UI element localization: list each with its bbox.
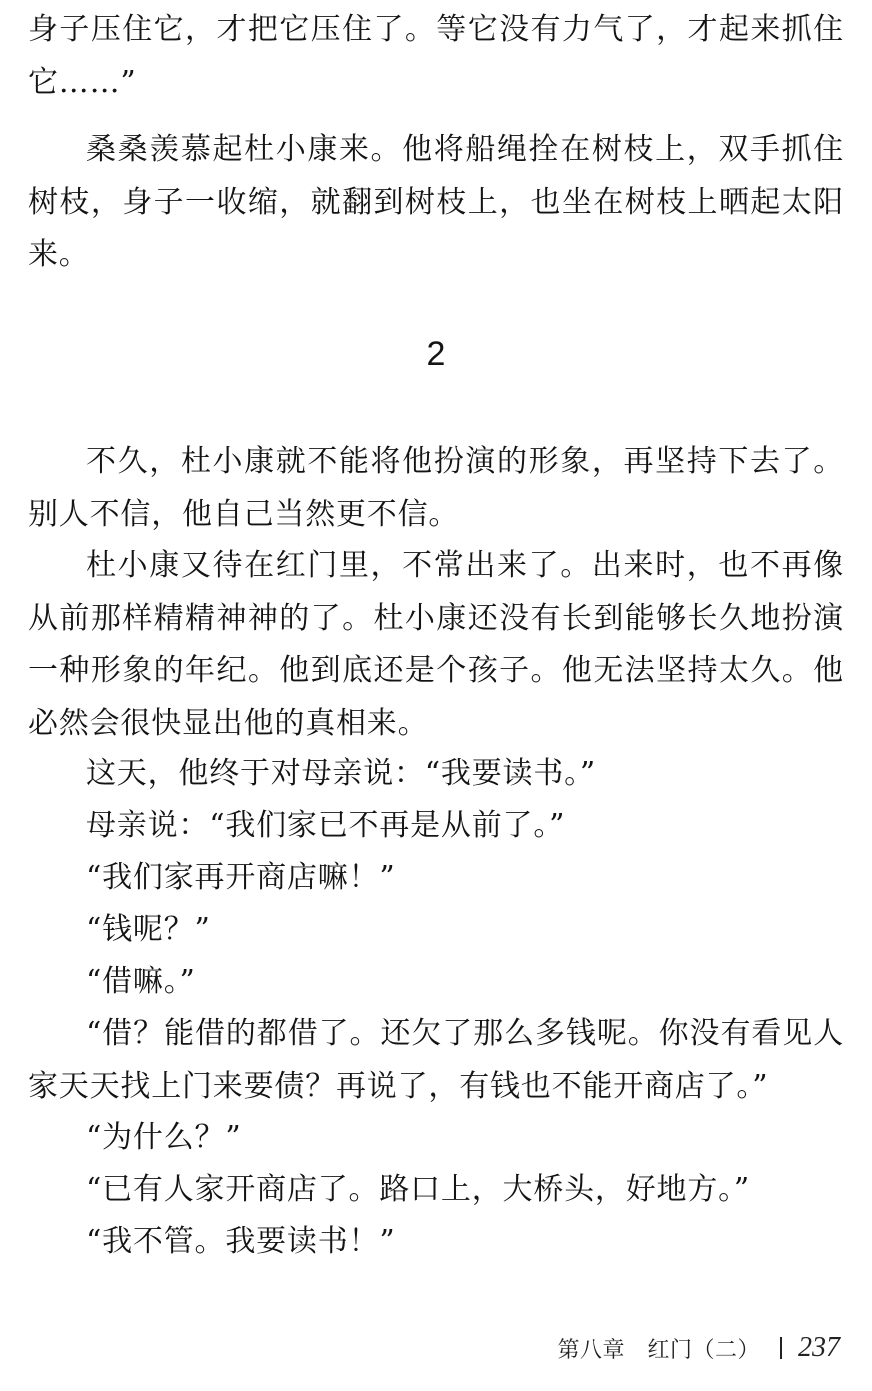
paragraph-3: 这天，他终于对母亲说：“我要读书。”	[86, 756, 597, 791]
paragraph-1: 不久，杜小康就不能将他扮演的形象，再坚持下去了。别人不信，他自己当然更不信。	[28, 444, 844, 532]
paragraph-7: “借嘛。”	[86, 964, 196, 999]
footer-divider	[780, 1337, 782, 1359]
page-number: 237	[798, 1332, 840, 1363]
paragraph-sangsang: 桑桑羡慕起杜小康来。他将船绳拴在树枝上，双手抓住树枝，身子一收缩，就翻到树枝上，也坐在树枝上晒起太阳来。	[28, 132, 844, 272]
paragraph-9: “为什么？”	[86, 1120, 242, 1155]
paragraph-11: “我不管。我要读书！”	[86, 1224, 396, 1259]
paragraph-5: “我们家再开商店嘛！”	[86, 860, 396, 895]
paragraph-continuation: 身子压住它，才把它压住了。等它没有力气了，才起来抓住它……”	[28, 12, 844, 100]
paragraph-6: “钱呢？”	[86, 912, 211, 947]
section-number: 2	[426, 335, 446, 373]
paragraph-4: 母亲说：“我们家已不再是从前了。”	[86, 808, 566, 843]
paragraph-2: 杜小康又待在红门里，不常出来了。出来时，也不再像从前那样精精神神的了。杜小康还没有长到能够长久地扮演一种形象的年纪。他到底还是个孩子。他无法坚持太久。他必然会很快显出他的真相来。	[28, 548, 844, 741]
page-footer	[557, 1328, 840, 1368]
chapter-title: 第八章 红门（二）	[557, 1337, 760, 1363]
paragraph-10: “已有人家开商店了。路口上，大桥头，好地方。”	[86, 1172, 751, 1207]
paragraph-8: “借？能借的都借了。还欠了那么多钱呢。你没有看见人家天天找上门来要债？再说了，有钱也不能开商店了。”	[28, 1016, 844, 1104]
